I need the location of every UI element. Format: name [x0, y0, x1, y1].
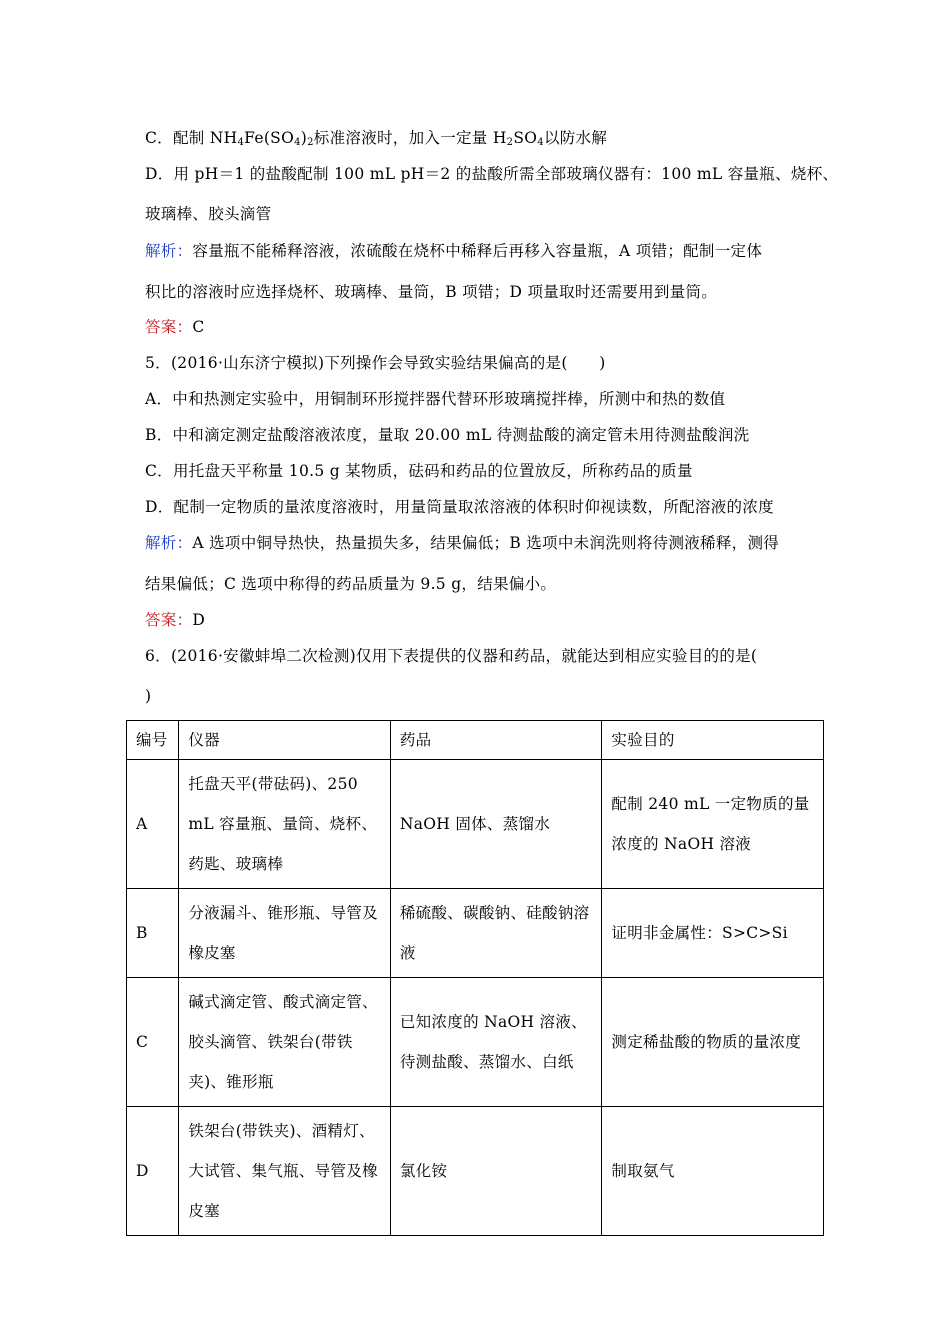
cell-apparatus: 托盘天平(带砝码)、250 mL 容量瓶、量筒、烧杯、药匙、玻璃棒 — [179, 760, 391, 889]
cell-purpose: 制取氨气 — [602, 1107, 824, 1236]
cell-reagents: 氯化铵 — [390, 1107, 602, 1236]
analysis-2-line-1 — [145, 533, 779, 553]
subscript: 4 — [294, 137, 301, 148]
text-segment: 标准溶液时，加入一定量 H — [313, 129, 507, 147]
question-6-close-paren: ) — [145, 687, 152, 705]
text-segment: SO — [513, 129, 538, 147]
table-row — [127, 1107, 824, 1236]
table-row — [127, 978, 824, 1107]
question-5-stem: 5．(2016·山东济宁模拟)下列操作会导致实验结果偏高的是( ) — [145, 354, 606, 372]
cell-apparatus: 铁架台(带铁夹)、酒精灯、大试管、集气瓶、导管及橡皮塞 — [179, 1107, 391, 1236]
subscript: 4 — [537, 137, 544, 148]
text-segment: 以防水解 — [543, 129, 608, 147]
option-d-line-2: 玻璃棒、胶头滴管 — [145, 205, 272, 223]
table-row — [127, 889, 824, 978]
cell-apparatus: 分液漏斗、锥形瓶、导管及橡皮塞 — [179, 889, 391, 978]
cell-purpose: 配制 240 mL 一定物质的量浓度的 NaOH 溶液 — [602, 760, 824, 889]
answer-1-line — [145, 317, 205, 337]
subscript: 2 — [506, 137, 514, 148]
question-5-option-a: A．中和热测定实验中，用铜制环形搅拌器代替环形玻璃搅拌棒，所测中和热的数值 — [145, 390, 726, 408]
cell-reagents: NaOH 固体、蒸馏水 — [390, 760, 602, 889]
answer-value: C — [192, 318, 205, 336]
cell-id: C — [127, 978, 179, 1107]
analysis-label: 解析： — [145, 242, 193, 260]
option-d-line-1: D．用 pH＝1 的盐酸配制 100 mL pH＝2 的盐酸所需全部玻璃仪器有：100 mL 容量瓶、烧杯、 — [145, 165, 839, 183]
analysis-label: 解析： — [145, 534, 193, 552]
question-5-option-d: D．配制一定物质的量浓度溶液时，用量筒量取浓溶液的体积时仰视读数，所配溶液的浓度 — [145, 498, 774, 516]
experiment-table — [126, 720, 824, 1236]
table-row — [127, 760, 824, 889]
analysis-text: A 选项中铜导热快，热量损失多，结果偏低；B 选项中未润洗则将待测液稀释，测得 — [192, 534, 780, 552]
text-segment: ) — [300, 129, 308, 147]
header-cell-purpose: 实验目的 — [602, 721, 824, 760]
analysis-text: 容量瓶不能稀释溶液，浓硫酸在烧杯中稀释后再移入容量瓶，A 项错；配制一定体 — [192, 242, 763, 260]
subscript: 2 — [307, 137, 314, 148]
table-header-row — [127, 721, 824, 760]
analysis-1-line-1 — [145, 241, 762, 261]
cell-id: A — [127, 760, 179, 889]
cell-apparatus: 碱式滴定管、酸式滴定管、胶头滴管、铁架台(带铁夹)、锥形瓶 — [179, 978, 391, 1107]
answer-value: D — [192, 611, 206, 629]
cell-purpose: 测定稀盐酸的物质的量浓度 — [602, 978, 824, 1107]
cell-id: D — [127, 1107, 179, 1236]
question-6-stem: 6．(2016·安徽蚌埠二次检测)仅用下表提供的仪器和药品，就能达到相应实验目的的是( — [145, 647, 758, 665]
header-cell-apparatus: 仪器 — [179, 721, 391, 760]
header-cell-reagents: 药品 — [390, 721, 602, 760]
option-c-line — [145, 128, 607, 153]
analysis-1-line-2: 积比的溶液时应选择烧杯、玻璃棒、量筒，B 项错；D 项量取时还需要用到量筒。 — [145, 283, 718, 301]
answer-label: 答案： — [145, 611, 193, 629]
text-segment: Fe(SO — [244, 129, 295, 147]
cell-purpose: 证明非金属性：S>C>Si — [602, 889, 824, 978]
cell-reagents: 已知浓度的 NaOH 溶液、待测盐酸、蒸馏水、白纸 — [390, 978, 602, 1107]
header-cell-id: 编号 — [127, 721, 179, 760]
text-segment: C．配制 NH — [145, 129, 238, 147]
question-5-option-c: C．用托盘天平称量 10.5 g 某物质，砝码和药品的位置放反，所称药品的质量 — [145, 462, 693, 480]
answer-2-line — [145, 610, 205, 630]
analysis-2-line-2: 结果偏低；C 选项中称得的药品质量为 9.5 g，结果偏小。 — [145, 575, 557, 593]
question-5-option-b: B．中和滴定测定盐酸溶液浓度，量取 20.00 mL 待测盐酸的滴定管未用待测盐酸润洗 — [145, 426, 750, 444]
subscript: 4 — [237, 137, 245, 148]
cell-id: B — [127, 889, 179, 978]
cell-reagents: 稀硫酸、碳酸钠、硅酸钠溶液 — [390, 889, 602, 978]
answer-label: 答案： — [145, 318, 193, 336]
